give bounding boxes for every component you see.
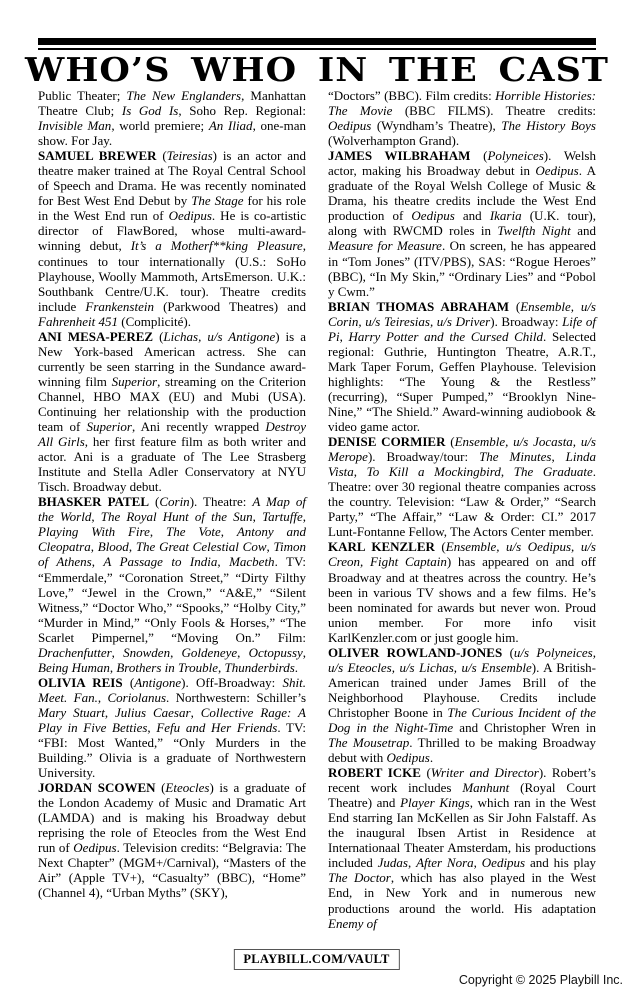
bio-continued: “Doctors” (BBC). Film credits: Horrible Histories: The Movie (BBC FILMS). Theatre credits: Oedipus (Wyndham’s Theatre), The History Boys (Wolverhampton Grand). — [328, 88, 597, 149]
bio-continued: Public Theater; The New Englanders, Manhattan Theatre Club; Is God Is, Soho Rep. Regional: Invisible Man, world premiere; An Iliad, one-man show. For Jay. — [38, 88, 307, 149]
bio-entry: BHASKER PATEL (Corin). Theatre: A Map of the World, The Royal Hunt of the Sun, Tartuffe, Playing With Fire, The Vote, Antony and Cleopatra, Blood, The Great Celestial Cow, Timon of Athens, A Passage to India, Macbeth. TV: “Emmerdale,” “Coronation Street,” “Dirty Filthy Love,” “Jewel in the Crown,” “A&E,” “Silent Witness,” “Doctor Who,” “Spooks,” “Holby City,” “Murder in Mind,” “Only Fools & Horses,” “The Scarlet Pimpernel,” “Moving On.” Film: Drachenfutter, Snowden, Goldeneye, Octopussy, Being Human, Brothers in Trouble, Thunderbirds. — [38, 494, 307, 675]
masthead — [24, 50, 610, 89]
bio-entry: DENISE CORMIER (Ensemble, u/s Jocasta, u/s Merope). Broadway/tour: The Minutes, Linda Vista, To Kill a Mockingbird, The Graduate. Theatre: over 30 regional theatre companies across the country. Television: “Law & Order,” “Search Party,” “The Affair,” “Law & Order: CI.” 2017 Lunt-Fontanne Fellow, The Actors Center member. — [328, 434, 597, 540]
playbill-vault-badge[interactable]: PLAYBILL.COM/VAULT — [233, 949, 399, 970]
bio-entry: KARL KENZLER (Ensemble, u/s Oedipus, u/s Creon, Fight Captain) has appeared on and off Broadway and at theatres across the country. He’s been in various TV shows and a few films. He’s been nominated for awards but never won. Proud union member. For more info visit KarlKenzler.com or just google him. — [328, 539, 596, 645]
right-column — [328, 88, 596, 948]
bio-entry: ANI MESA-PEREZ (Lichas, u/s Antigone) is a New York-based American actress. She can currently be seen starring in the Sundance award-winning film Superior, streaming on the Criterion Channel, HBO MAX (EU) and Mubi (USA). Continuing her relationship with the production team of Superior, Ani recently wrapped Destroy All Girls, her first feature film as both writer and actor. Ani is a graduate of The Lee Strasberg Institute and Stella Adler Conservatory at NYU Tisch. Broadway debut. — [38, 328, 307, 495]
bio-columns — [38, 88, 596, 948]
bio-entry: SAMUEL BREWER (Teiresias) is an actor and theatre maker trained at The Royal Central School of Speech and Drama. He was recently nominated for Best West End Debut by The Stage for his role in the West End run of Oedipus. He is co-artistic director of FlawBored, whose multi-award-winning debut, It’s a Motherf**king Pleasure, continues to tour internationally (U.S.: SoHo Playhouse, Woolly Mammoth, ArtsEmerson. U.K.: Southbank Centre/U.K. tour). Theatre credits include Frankenstein (Parkwood Theatres) and Fahrenheit 451 (Complicité). — [38, 148, 306, 329]
masthead-rules — [38, 38, 596, 50]
page-title: WHO’S WHO IN THE CAST — [24, 50, 610, 89]
bio-entry: OLIVER ROWLAND-JONES (u/s Polyneices, u/s Eteocles, u/s Lichas, u/s Ensemble). A British-American trained under James Brill of the Neighborhood Playhouse. Credits include Christopher Boone in The Curious Incident of the Dog in the Night-Time and Christopher Wren in The Mousetrap. Thrilled to be making Broadway debut with Oedipus. — [328, 644, 596, 766]
bio-entry: BRIAN THOMAS ABRAHAM (Ensemble, u/s Corin, u/s Teiresias, u/s Driver). Broadway: Life of Pi, Harry Potter and the Cursed Child. Selected regional: Guthrie, Huntington Theatre, A.R.T., Mark Taper Forum, Geffen Playhouse. Television highlights: “The Young & the Restless” (recurring), “Super Pumped,” “Brooklyn Nine-Nine,” “The Shield.” Award-winning audiobook & video game actor. — [328, 298, 596, 435]
copyright-notice: Copyright © 2025 Playbill Inc. — [458, 973, 623, 987]
rule-thick — [38, 38, 596, 45]
left-column — [38, 88, 306, 948]
bio-entry: JAMES WILBRAHAM (Polyneices). Welsh actor, making his Broadway debut in Oedipus. A graduate of the Royal Welsh College of Music & Drama, his theatre credits include the West End production of Oedipus and Ikaria (U.K. tour), along with RWCMD roles in Twelfth Night and Measure for Measure. On screen, he has appeared in “Tom Jones” (ITV/PBS), SAS: “Rogue Heroes” (BBC), “In My Skin,” “Ordinary Lies” and “Pobol y Cwm.” — [328, 148, 597, 299]
bio-entry: OLIVIA REIS (Antigone). Off-Broadway: Shit. Meet. Fan., Coriolanus. Northwestern: Schiller’s Mary Stuart, Julius Caesar, Collective Rage: A Play in Five Betties, Fefu and Her Friends. TV: “FBI: Most Wanted,” “Only Murders in the Building.” Olivia is a graduate of Northwestern University. — [38, 674, 307, 781]
bio-entry: ROBERT ICKE (Writer and Director). Robert’s recent work includes Manhunt (Royal Court Theatre) and Player Kings, which ran in the West End starring Ian McKellen as Sir John Falstaff. As the inaugural Ibsen Artist in Residence at Internationaal Theater Amsterdam, his productions included Judas, After Nora, Oedipus and his play The Doctor, which has also played in the West End, in New York and in numerous new productions around the world. His adaptation Enemy of — [328, 765, 597, 931]
bio-entry: JORDAN SCOWEN (Eteocles) is a graduate of the London Academy of Music and Dramatic Art (LAMDA) and is making his Broadway debut reprising the role of Eteocles from the West End run of Oedipus. Television credits: “Belgravia: The Next Chapter” (MGM+/Carnival), “Masters of the Air” (Apple TV+), “Casualty” (BBC), “Home” (Channel 4), “Urban Myths” (SKY), — [38, 780, 306, 901]
